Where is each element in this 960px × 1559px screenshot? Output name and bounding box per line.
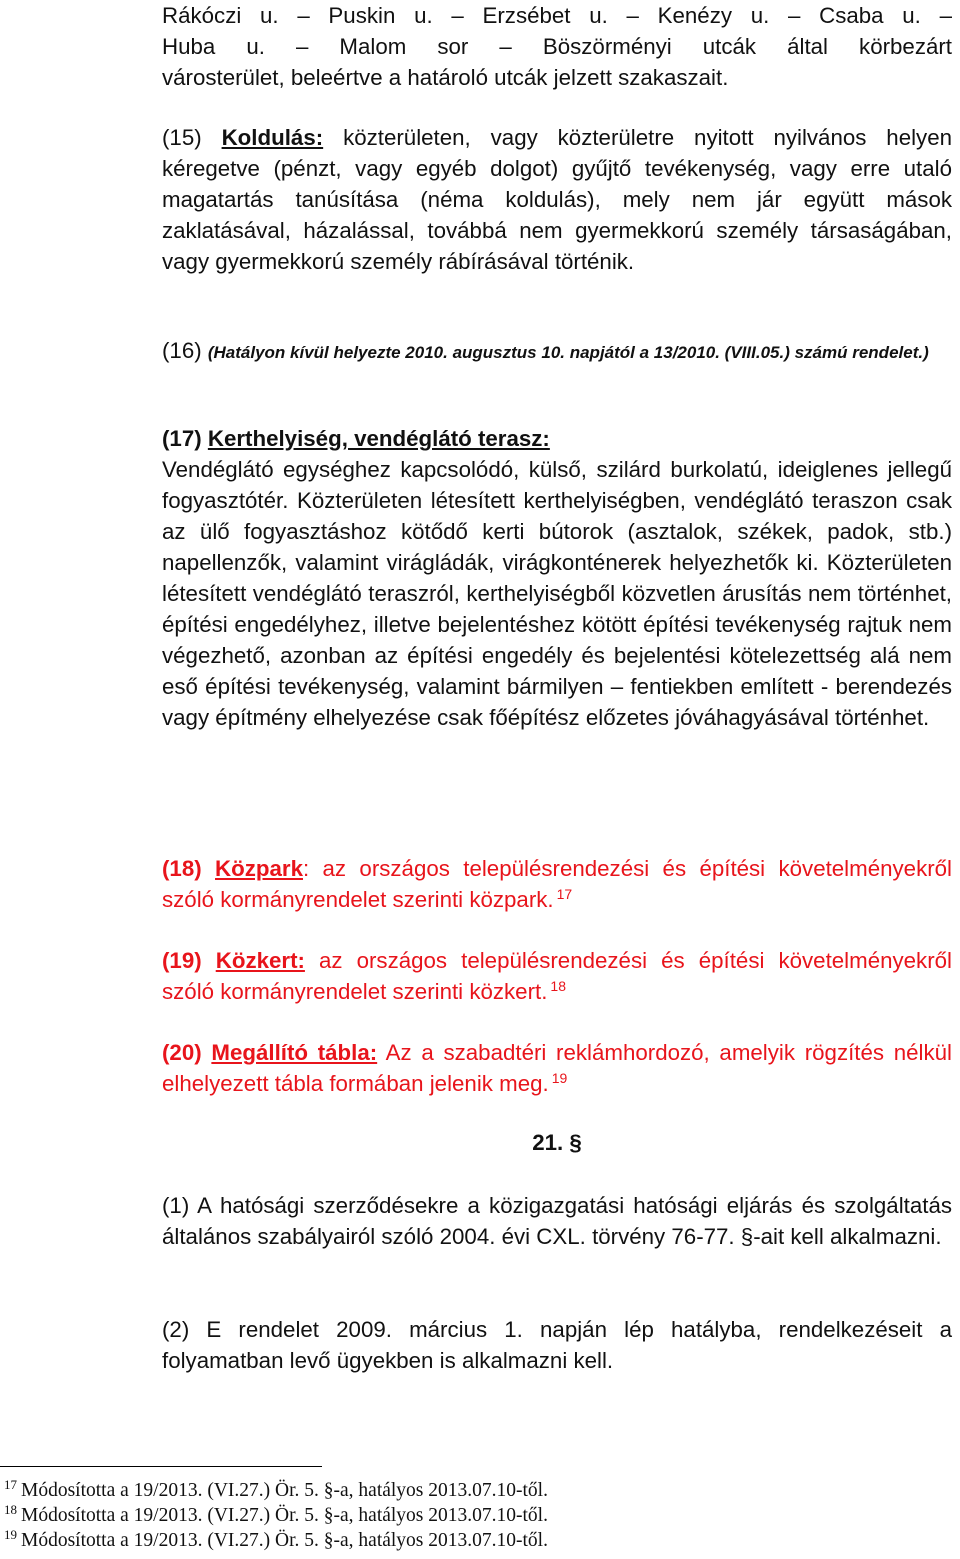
paragraph-19-number: (19): [162, 948, 202, 973]
street-list-line-1: Rákóczi u. – Puskin u. – Erzsébet u. – Kenézy u. – Csaba u. –: [162, 3, 952, 28]
paragraph-19: [162, 945, 952, 1007]
section-symbol: §: [569, 1130, 582, 1155]
section-heading: [162, 1130, 952, 1156]
paragraph-16-repeal-note: (Hatályon kívül helyezte 2010. augusztus 10. napjától a 13/2010. (VIII.05.) számú rendelet.): [207, 343, 929, 362]
paragraph-20-term: Megállító tábla:: [211, 1040, 378, 1065]
paragraph-15-term: Koldulás:: [221, 125, 324, 150]
paragraph-18-number: (18): [162, 856, 202, 881]
footnote-17-text: Módosította a 19/2013. (VI.27.) Ör. 5. §-a, hatályos 2013.07.10-től.: [21, 1480, 548, 1501]
footnote-ref-17[interactable]: 17: [556, 885, 573, 902]
paragraph-20: [162, 1037, 952, 1099]
footnote-17: [4, 1476, 548, 1502]
footnote-18-text: Módosította a 19/2013. (VI.27.) Ör. 5. §-a, hatályos 2013.07.10-től.: [21, 1505, 548, 1526]
paragraph-16: [162, 337, 952, 366]
paragraph-17-term: Kerthelyiség, vendéglátó terasz:: [207, 426, 550, 451]
paragraph-17-text: Vendéglátó egységhez kapcsolódó, külső, szilárd burkolatú, ideiglenes jellegű fogyasztótér. Közterületen létesített kerthelyiségben, vendéglátó teraszon csak az ülő fogyasztáshoz kötődő kerti bútorok (asztalok, székek, padok, stb.) napellenzők, valamint virágládák, virágkonténerek helyezhetők ki. Közterületen létesített vendéglátó teraszról, kerthelyiségből közvetlen árusítás nem történhet, építési engedélyhez, illetve bejelentéshez kötött építési tevékenység rajtuk nem végezhető, azonban az építési engedély és bejelentési kötelezettség alá nem eső építési tevékenység, valamint bármilyen – fentiekben említett - berendezés vagy építmény elhelyezése csak főépítész előzetes jóváhagyásával történhet.: [162, 457, 952, 730]
paragraph-19-term: Közkert:: [215, 948, 305, 973]
footnote-17-number: 17: [4, 1476, 17, 1492]
paragraph-18-term: Közpark: [215, 856, 303, 881]
section-number: 21.: [532, 1130, 564, 1155]
paragraph-15-number: (15): [162, 125, 202, 150]
paragraph-20-number: (20): [162, 1040, 202, 1065]
street-list-line-3: városterület, beleértve a határoló utcák jelzett szakaszait.: [162, 65, 729, 90]
footnote-19: [4, 1526, 548, 1552]
section-21-paragraph-1: (1) A hatósági szerződésekre a közigazgatási hatósági eljárás és szolgáltatás általános szabályairól szóló 2004. évi CXL. törvény 76-77. §-ait kell alkalmazni.: [162, 1193, 952, 1249]
footnote-ref-19[interactable]: 19: [551, 1069, 568, 1086]
paragraph-18: [162, 853, 952, 915]
paragraph-19-text: az országos településrendezési és építési követelményekről szóló kormányrendelet szerinti közkert.: [162, 948, 952, 1004]
footnote-18-number: 18: [4, 1501, 17, 1517]
street-list-line-2: Huba u. – Malom sor – Böszörményi utcák által körbezárt: [162, 34, 952, 59]
paragraph-17-heading: [162, 423, 952, 454]
section-21-paragraph-2: (2) E rendelet 2009. március 1. napján lép hatályba, rendelkezéseit a folyamatban levő ügyekben is alkalmazni kell.: [162, 1317, 952, 1373]
paragraph-18-text: : az országos településrendezési és építési követelményekről szóló kormányrendelet szerinti közpark.: [162, 856, 952, 912]
footnote-19-text: Módosította a 19/2013. (VI.27.) Ör. 5. §-a, hatályos 2013.07.10-től.: [21, 1530, 548, 1551]
paragraph-15-text: közterületen, vagy közterületre nyitott nyilvános helyen kéregetve (pénzt, vagy egyéb dolgot) gyűjtő tevékenység, vagy erre utaló magatartás tanúsítása (néma koldulás), mely nem jár együtt mások zaklatásával, házalással, továbbá nem gyermekkorú személy társaságában, vagy gyermekkorú személy rábírásával történik.: [162, 125, 953, 274]
paragraph-17-number: (17): [162, 426, 202, 451]
paragraph-20-text: Az a szabadtéri reklámhordozó, amelyik rögzítés nélkül elhelyezett tábla formában jelenik meg.: [162, 1040, 952, 1096]
footnote-separator: [0, 1466, 322, 1467]
footnote-19-number: 19: [4, 1526, 17, 1542]
paragraph-16-number: (16): [162, 338, 202, 363]
footnote-18: [4, 1501, 548, 1527]
footnote-ref-18[interactable]: 18: [550, 977, 566, 994]
paragraph-15: [162, 122, 952, 277]
